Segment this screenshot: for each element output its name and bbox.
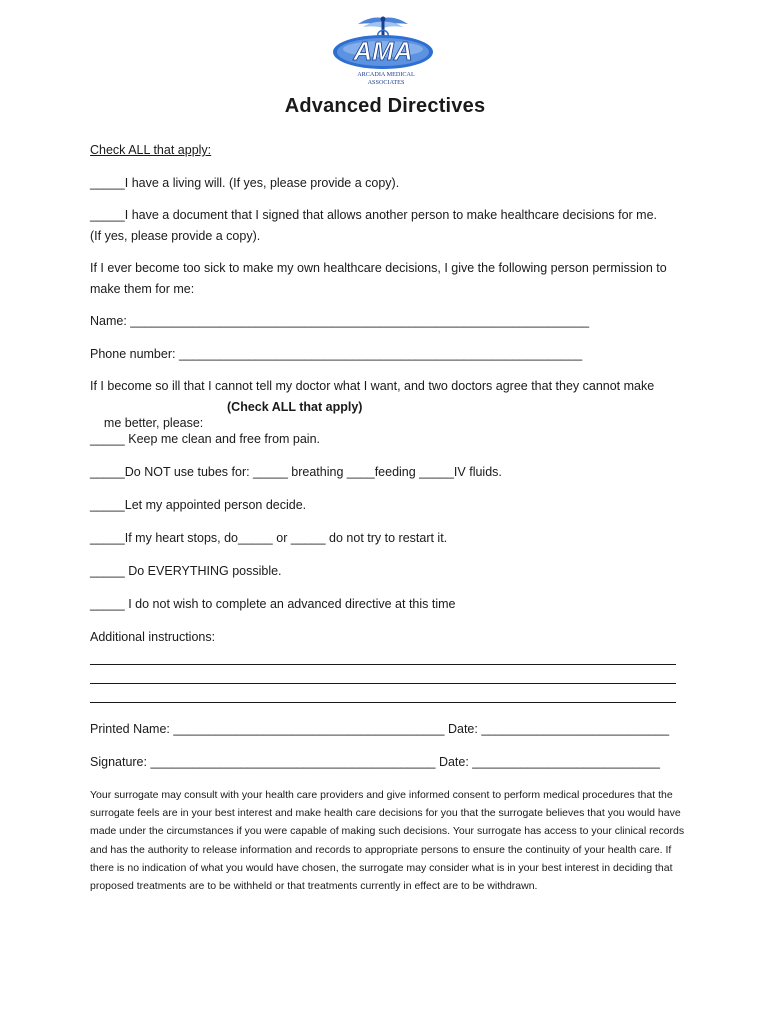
phone-number-field[interactable]: Phone number: __________________________________________________________ bbox=[90, 347, 583, 361]
svg-text:ARCADIA MEDICAL: ARCADIA MEDICAL bbox=[357, 71, 415, 78]
instructions-line-1[interactable] bbox=[90, 664, 676, 665]
tubes-option[interactable]: _____Do NOT use tubes for: _____ breathing ____feeding _____IV fluids. bbox=[90, 465, 502, 479]
instructions-line-3[interactable] bbox=[90, 702, 676, 703]
heart-stops-option[interactable]: _____If my heart stops, do_____ or _____ do not try to restart it. bbox=[90, 531, 448, 545]
document-line-2: (If yes, please provide a copy). bbox=[90, 229, 261, 243]
check-all-heading: Check ALL that apply: bbox=[90, 143, 212, 157]
ama-logo bbox=[328, 14, 438, 90]
check-all-bold: (Check ALL that apply) bbox=[227, 400, 363, 414]
svg-text:AMA: AMA bbox=[353, 36, 413, 66]
signature-field[interactable]: Signature: _________________________________________ Date: ___________________________ bbox=[90, 755, 661, 769]
ill-line-2-text: me better, please: bbox=[103, 416, 204, 430]
document-line-1: _____I have a document that I signed that allows another person to make healthcare decisions for me. bbox=[90, 208, 658, 222]
everything-option[interactable]: _____ Do EVERYTHING possible. bbox=[90, 564, 282, 578]
name-field[interactable]: Name: __________________________________________________________________ bbox=[90, 314, 590, 328]
no-directive-option[interactable]: _____ I do not wish to complete an advanced directive at this time bbox=[90, 597, 456, 611]
page-title: Advanced Directives bbox=[284, 95, 486, 117]
permission-line-1: If I ever become too sick to make my own healthcare decisions, I give the following person permission to bbox=[90, 261, 667, 275]
svg-text:ASSOCIATES: ASSOCIATES bbox=[367, 79, 405, 86]
living-will-line: _____I have a living will. (If yes, please provide a copy). bbox=[90, 176, 400, 190]
clean-option[interactable]: _____ Keep me clean and free from pain. bbox=[90, 432, 321, 446]
instructions-line-2[interactable] bbox=[90, 683, 676, 684]
surrogate-paragraph: Your surrogate may consult with your health care providers and give informed consent to perform medical procedures that the surrogate feels are in your best interest and make health care decisions for you that the surrogate believes that you would have made under the circumstances if you were capable of making such decisions. Your surrogate has access to your clinical records and has the authority to release information and records to appropriate persons to ensure the continuity of your health care. If there is no indication of what you would have chosen, the surrogate may consider what is in your best interest in deciding that proposed treatments are to be withheld or that treatments currently in effect are to be withdrawn. bbox=[90, 789, 685, 893]
printed-name-field[interactable]: Printed Name: _______________________________________ Date: ___________________________ bbox=[90, 722, 670, 736]
ill-line-1: If I become so ill that I cannot tell my doctor what I want, and two doctors agree that they cannot make bbox=[90, 379, 655, 393]
caduceus-logo-icon bbox=[328, 14, 438, 90]
additional-instructions-label: Additional instructions: bbox=[90, 630, 216, 644]
permission-line-2: make them for me: bbox=[90, 282, 195, 296]
appointed-person-option[interactable]: _____Let my appointed person decide. bbox=[90, 498, 307, 512]
